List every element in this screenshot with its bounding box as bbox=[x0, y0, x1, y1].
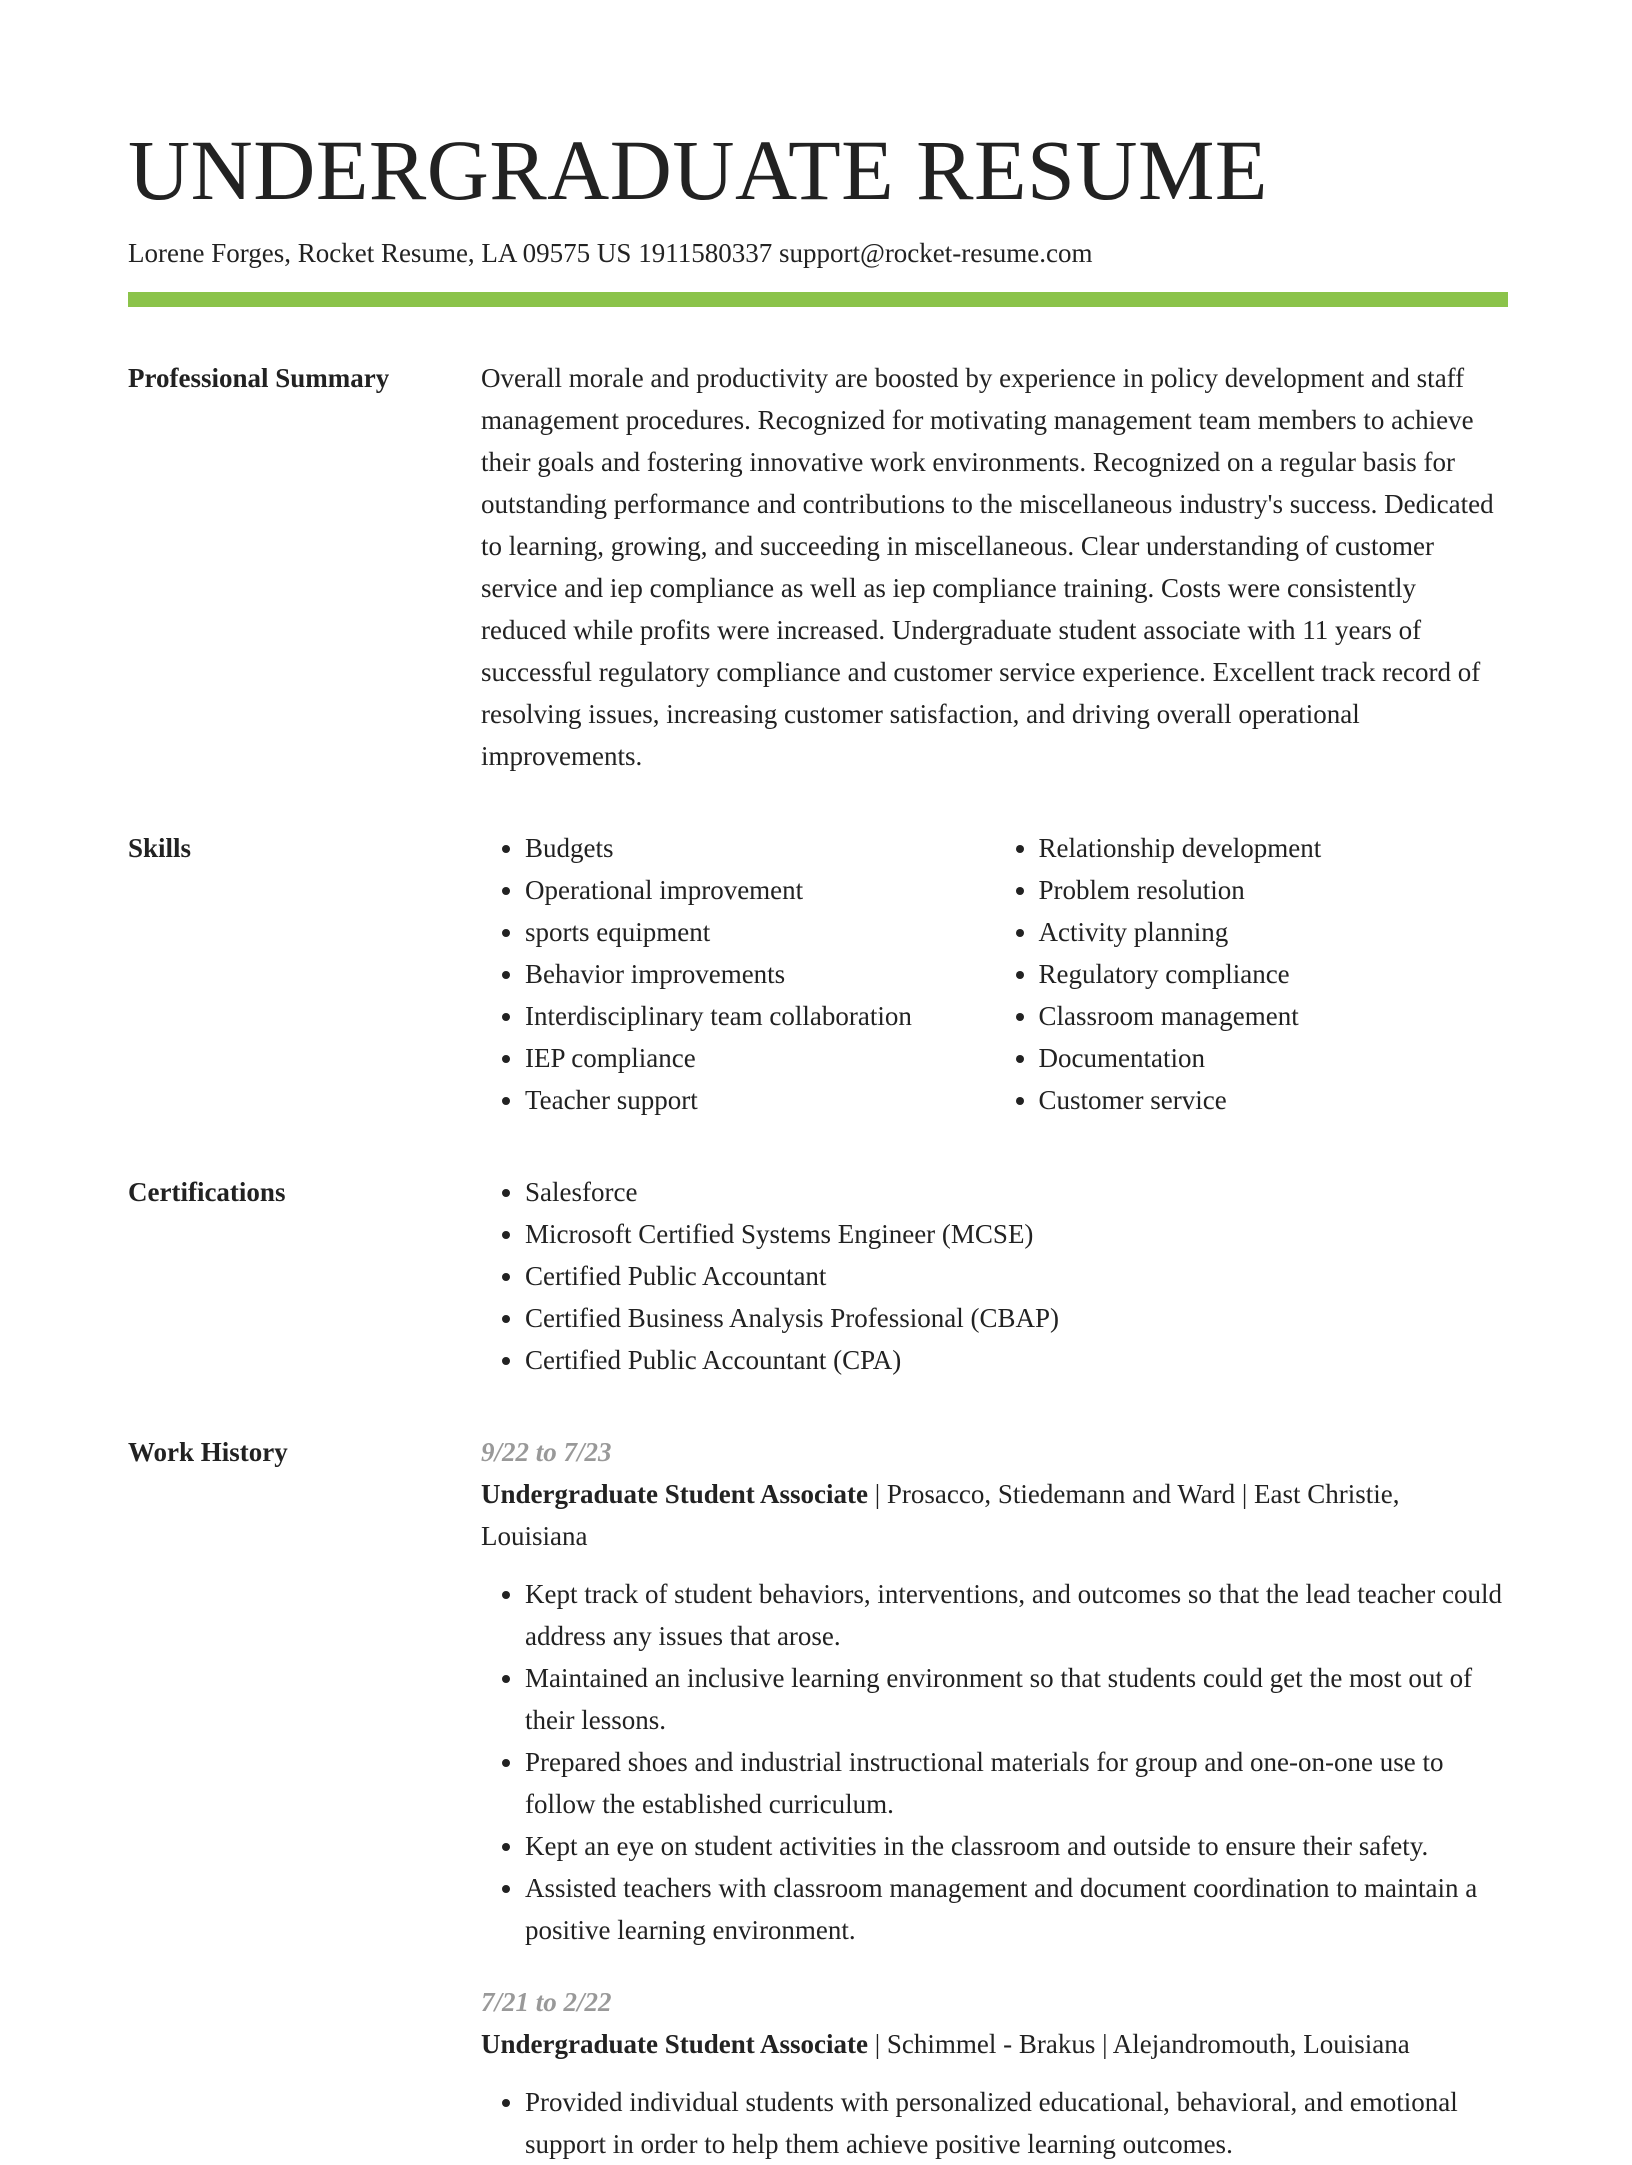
job-duties-list bbox=[481, 1573, 1508, 1951]
job-duty: • Kept track of student behaviors, interventions, and outcomes so that the lead teacher could address any issues that arose. bbox=[525, 1573, 1508, 1657]
skill-item: • Documentation bbox=[1039, 1037, 1509, 1079]
skills-label: Skills bbox=[128, 833, 192, 863]
certifications-list bbox=[481, 1171, 1508, 1381]
contact-email: support@rocket-resume.com bbox=[778, 238, 1093, 268]
skill-item: • Customer service bbox=[1039, 1079, 1509, 1121]
work-history-label: Work History bbox=[128, 1437, 288, 1467]
certifications-section bbox=[128, 1171, 1508, 1381]
job-entry bbox=[481, 1431, 1508, 1951]
certification-item: • Certified Business Analysis Professional (CBAP) bbox=[525, 1297, 1508, 1339]
skills-list-left bbox=[481, 827, 995, 1121]
skill-item: • Relationship development bbox=[1039, 827, 1509, 869]
job-employer-location: | Schimmel - Brakus | Alejandromouth, Louisiana bbox=[868, 2029, 1410, 2059]
skill-item: • sports equipment bbox=[525, 911, 995, 953]
certification-item: • Salesforce bbox=[525, 1171, 1508, 1213]
skill-item: • Problem resolution bbox=[1039, 869, 1509, 911]
job-employer-location: | Prosacco, Stiedemann and Ward | East Christie, Louisiana bbox=[481, 1479, 1400, 1551]
skill-item: • Behavior improvements bbox=[525, 953, 995, 995]
summary-section bbox=[128, 357, 1508, 777]
skill-item: • Budgets bbox=[525, 827, 995, 869]
resume-page bbox=[128, 120, 1508, 2165]
job-duty: • Maintained an inclusive learning environment so that students could get the most out of their lessons. bbox=[525, 1657, 1508, 1741]
summary-text: Overall morale and productivity are boosted by experience in policy development and staff management procedures. Recognized for motivating management team members to achieve their goals and fostering innovative work environments. Recognized on a regular basis for outstanding performance and contributions to the miscellaneous industry's success. Dedicated to learning, growing, and succeeding in miscellaneous. Clear understanding of customer service and iep compliance as well as iep compliance training. Costs were consistently reduced while profits were increased. Undergraduate student associate with 11 years of successful regulatory compliance and customer service experience. Excellent track record of resolving issues, increasing customer satisfaction, and driving overall operational improvements. bbox=[481, 363, 1494, 771]
work-history-section bbox=[128, 1431, 1508, 2165]
skill-item: • Operational improvement bbox=[525, 869, 995, 911]
contact-name-address: Lorene Forges, Rocket Resume, LA 09575 US bbox=[128, 238, 632, 268]
job-dates: 7/21 to 2/22 bbox=[481, 1987, 612, 2017]
job-title: Undergraduate Student Associate bbox=[481, 1479, 869, 1509]
certification-item: • Certified Public Accountant bbox=[525, 1255, 1508, 1297]
certification-item: • Microsoft Certified Systems Engineer (MCSE) bbox=[525, 1213, 1508, 1255]
skill-item: • Classroom management bbox=[1039, 995, 1509, 1037]
skills-section bbox=[128, 827, 1508, 1121]
job-heading bbox=[481, 2023, 1508, 2065]
certification-item: • Certified Public Accountant (CPA) bbox=[525, 1339, 1508, 1381]
job-duty: • Prepared shoes and industrial instructional materials for group and one-on-one use to follow the established curriculum. bbox=[525, 1741, 1508, 1825]
skill-item: • Interdisciplinary team collaboration bbox=[525, 995, 995, 1037]
contact-line bbox=[128, 236, 1508, 270]
skill-item: • IEP compliance bbox=[525, 1037, 995, 1079]
skill-item: • Teacher support bbox=[525, 1079, 995, 1121]
certifications-label: Certifications bbox=[128, 1177, 286, 1207]
job-title: Undergraduate Student Associate bbox=[481, 2029, 869, 2059]
header-divider bbox=[128, 292, 1508, 307]
skills-list-right bbox=[995, 827, 1509, 1121]
job-duty: • Provided individual students with personalized educational, behavioral, and emotional support in order to help them achieve positive learning outcomes. bbox=[525, 2081, 1508, 2165]
contact-phone: 1911580337 bbox=[638, 238, 773, 268]
skill-item: • Regulatory compliance bbox=[1039, 953, 1509, 995]
job-heading bbox=[481, 1473, 1508, 1557]
job-dates: 9/22 to 7/23 bbox=[481, 1437, 612, 1467]
job-entry bbox=[481, 1981, 1508, 2165]
skill-item: • Activity planning bbox=[1039, 911, 1509, 953]
resume-title: UNDERGRADUATE RESUME bbox=[128, 122, 1268, 218]
job-duty: • Kept an eye on student activities in the classroom and outside to ensure their safety. bbox=[525, 1825, 1508, 1867]
job-duty: • Assisted teachers with classroom management and document coordination to maintain a positive learning environment. bbox=[525, 1867, 1508, 1951]
job-duties-list bbox=[481, 2081, 1508, 2165]
summary-label: Professional Summary bbox=[128, 363, 390, 393]
